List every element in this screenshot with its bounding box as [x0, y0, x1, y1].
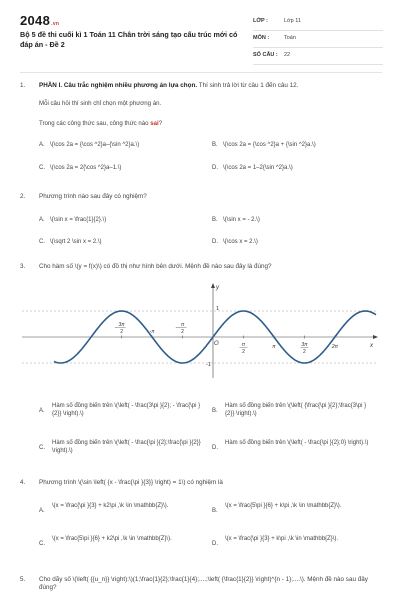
- option-label: B.: [212, 408, 218, 414]
- option-text: \(\cos 2a = 1–2{\sin ^2}a.\): [223, 165, 293, 171]
- option-text: Hàm số đồng biến trên \(\left( {\frac{\pi }{2};\frac{3\pi }{2}} \right).\): [225, 403, 367, 417]
- question-line-post: ?: [158, 120, 163, 127]
- question-text: [39, 82, 383, 90]
- meta-value: Toán: [284, 35, 296, 41]
- x-tick-denominator: 2: [181, 329, 184, 335]
- question-text: Phương trình \(\sin \left( {x - \frac{\pi }{3}} \right) = 1\) có nghiệm là: [39, 479, 223, 486]
- meta-row-count: [253, 48, 383, 65]
- option-text: Hàm số đồng biến trên \(\left( - \frac{\pi }{2};0} \right).\): [225, 440, 369, 446]
- option-label: D.: [212, 239, 218, 245]
- question-number: 5.: [20, 576, 26, 583]
- question-number: 3.: [20, 263, 26, 270]
- x-tick-denominator: 2: [120, 329, 123, 335]
- x-tick-numerator: π: [180, 322, 185, 328]
- x-tick-numerator: -π: [149, 329, 155, 335]
- x-tick-numerator: π: [272, 344, 276, 350]
- option-label: A.: [39, 408, 45, 414]
- meta-value: Lớp 11: [284, 18, 301, 24]
- x-tick-minus: −: [114, 325, 118, 331]
- q4-option-c[interactable]: [39, 535, 209, 559]
- q2-option-c[interactable]: [39, 238, 209, 248]
- option-label: B.: [212, 217, 218, 223]
- question-text: Cho dãy số \(\left( {{u_n}} \right):\)(1;\frac{1}{2};\frac{1}{4};....;\left( {\frac{1}{2}} \right)^{n - 1};....\). Mệnh đề nào sau đây đúng?: [39, 576, 368, 591]
- option-text: \(\cos 2a = {\cos ^2}a–{\sin ^2}a.\): [50, 142, 140, 148]
- x-tick-minus: −: [175, 325, 179, 331]
- q1-option-d[interactable]: [212, 164, 382, 174]
- question-emphasis: sai: [150, 120, 159, 127]
- x-tick-label: [239, 336, 247, 356]
- graph-axes: [22, 283, 378, 378]
- meta-key: MÔN :: [253, 35, 270, 41]
- meta-key: SỐ CÂU :: [253, 52, 278, 58]
- option-label: C.: [39, 541, 45, 547]
- y-tick-1: 1: [216, 306, 220, 312]
- q3-option-c[interactable]: [39, 439, 209, 463]
- option-text: \(x = \frac{5\pi }{6} + k\pi ,\k \in \mathbb{Z}\).: [225, 503, 342, 509]
- header-divider: [20, 72, 382, 73]
- x-tick-denominator: 2: [242, 349, 245, 355]
- meta-key: LỚP :: [253, 18, 268, 24]
- question-line-pre: Trong các công thức sau, công thức nào: [39, 120, 151, 127]
- option-text: \(\sin x = \frac{1}{2}.\): [50, 217, 107, 223]
- x-tick-numerator: π: [241, 342, 246, 348]
- option-text: \(x = \frac{\pi }{3} + k\pi ,\k \in \mathbb{Z}\).: [225, 536, 339, 542]
- option-text: \(\sqrt 2 \sin x = 2.\): [50, 239, 102, 245]
- question-number: 4.: [20, 479, 26, 486]
- question-3: [20, 263, 385, 273]
- option-text: \(x = \frac{5\pi }{6} + k2\pi ,\k \in \mathbb{Z}\).: [52, 536, 172, 542]
- option-text: \(\cos 2a = {\cos ^2}a + {\sin ^2}a.\): [223, 142, 316, 148]
- option-text: \(\cos x = 2.\): [223, 239, 258, 245]
- logo-main: 2048: [20, 13, 51, 28]
- x-tick-label: [176, 322, 187, 339]
- x-tick-denominator: 2: [303, 349, 306, 355]
- q3-option-d[interactable]: [212, 439, 382, 463]
- q4-option-d[interactable]: [212, 535, 382, 559]
- option-label: A.: [39, 217, 45, 223]
- question-4: [20, 479, 385, 489]
- part-heading-rest: Thí sinh trả lời từ câu 1 đến câu 12.: [197, 82, 299, 89]
- x-axis-arrow: [373, 335, 378, 339]
- option-label: C.: [39, 239, 45, 245]
- part-heading: PHẦN I. Câu trắc nghiệm nhiều phương án lựa chọn.: [39, 82, 198, 89]
- x-axis-label: x: [370, 343, 373, 349]
- option-label: C.: [39, 445, 45, 451]
- document-meta: [253, 14, 383, 65]
- option-label: C.: [39, 165, 45, 171]
- x-tick-numerator: 3π: [118, 322, 125, 328]
- option-label: A.: [39, 142, 45, 148]
- q1-option-c[interactable]: [39, 164, 209, 174]
- y-axis-label: y: [216, 285, 219, 291]
- q3-option-a[interactable]: [39, 402, 209, 426]
- x-tick-labels: [115, 322, 339, 355]
- option-label: B.: [212, 508, 218, 514]
- option-label: A.: [39, 508, 45, 514]
- page-header: [0, 0, 400, 68]
- q3-option-b[interactable]: [212, 402, 382, 426]
- meta-row-subject: [253, 31, 383, 48]
- function-graph: [20, 280, 382, 380]
- question-number: 1.: [20, 82, 26, 89]
- x-tick-numerator: 2π: [331, 344, 338, 350]
- option-label: D.: [212, 165, 218, 171]
- option-text: \(\sin x = - 2.\): [223, 217, 260, 223]
- question-text: Phương trình nào sau đây có nghiệm?: [39, 193, 147, 200]
- option-label: D.: [212, 541, 218, 547]
- x-tick-numerator: 3π: [301, 342, 308, 348]
- question-number: 2.: [20, 193, 26, 200]
- option-label: B.: [212, 142, 218, 148]
- option-text: Hàm số đồng biến trên \(\left( - \frac{3\pi }{2}; - \frac{\pi }{2}} \right).\): [52, 403, 201, 417]
- origin-label: O: [214, 341, 219, 347]
- option-text: \(x = \frac{\pi }{3} + k2\pi ,\k \in \mathbb{Z}\).: [52, 503, 169, 509]
- q1-option-b[interactable]: [212, 141, 382, 151]
- q4-option-a[interactable]: [39, 502, 209, 526]
- question-text: Cho hàm số \(y = f(x)\) có đồ thị như hình bên dưới. Mệnh đề nào sau đây là đúng?: [39, 263, 272, 270]
- question-5: [20, 576, 385, 596]
- question-line: [39, 120, 383, 127]
- y-axis-arrow: [211, 283, 215, 288]
- question-2: [20, 193, 385, 203]
- q2-option-b[interactable]: [212, 216, 382, 226]
- logo-domain: .vn: [51, 21, 60, 27]
- option-text: Hàm số đồng biến trên \(\left( - \frac{\pi }{2};\frac{\pi }{2}} \right).\): [52, 440, 201, 454]
- x-tick-label: [115, 322, 126, 339]
- option-text: \(\cos 2a = 2{\cos ^2}a–1.\): [50, 165, 122, 171]
- q1-option-a[interactable]: [39, 141, 209, 151]
- x-tick-label: [300, 336, 308, 356]
- y-tick-minus-1: -1: [206, 362, 211, 368]
- q4-option-b[interactable]: [212, 502, 382, 526]
- meta-row-class: [253, 14, 383, 31]
- q2-option-d[interactable]: [212, 238, 382, 248]
- instruction-line: Mỗi câu hỏi thí sinh chỉ chọn một phương án.: [39, 100, 162, 107]
- q2-option-a[interactable]: [39, 216, 209, 226]
- meta-value: 22: [284, 52, 291, 58]
- site-logo[interactable]: [20, 13, 59, 28]
- option-label: D.: [212, 445, 218, 451]
- question-1: [20, 82, 385, 92]
- document-title: Bộ 5 đề thi cuối kì 1 Toán 11 Chân trời sáng tạo cấu trúc mới có đáp án - Đề 2: [20, 30, 238, 49]
